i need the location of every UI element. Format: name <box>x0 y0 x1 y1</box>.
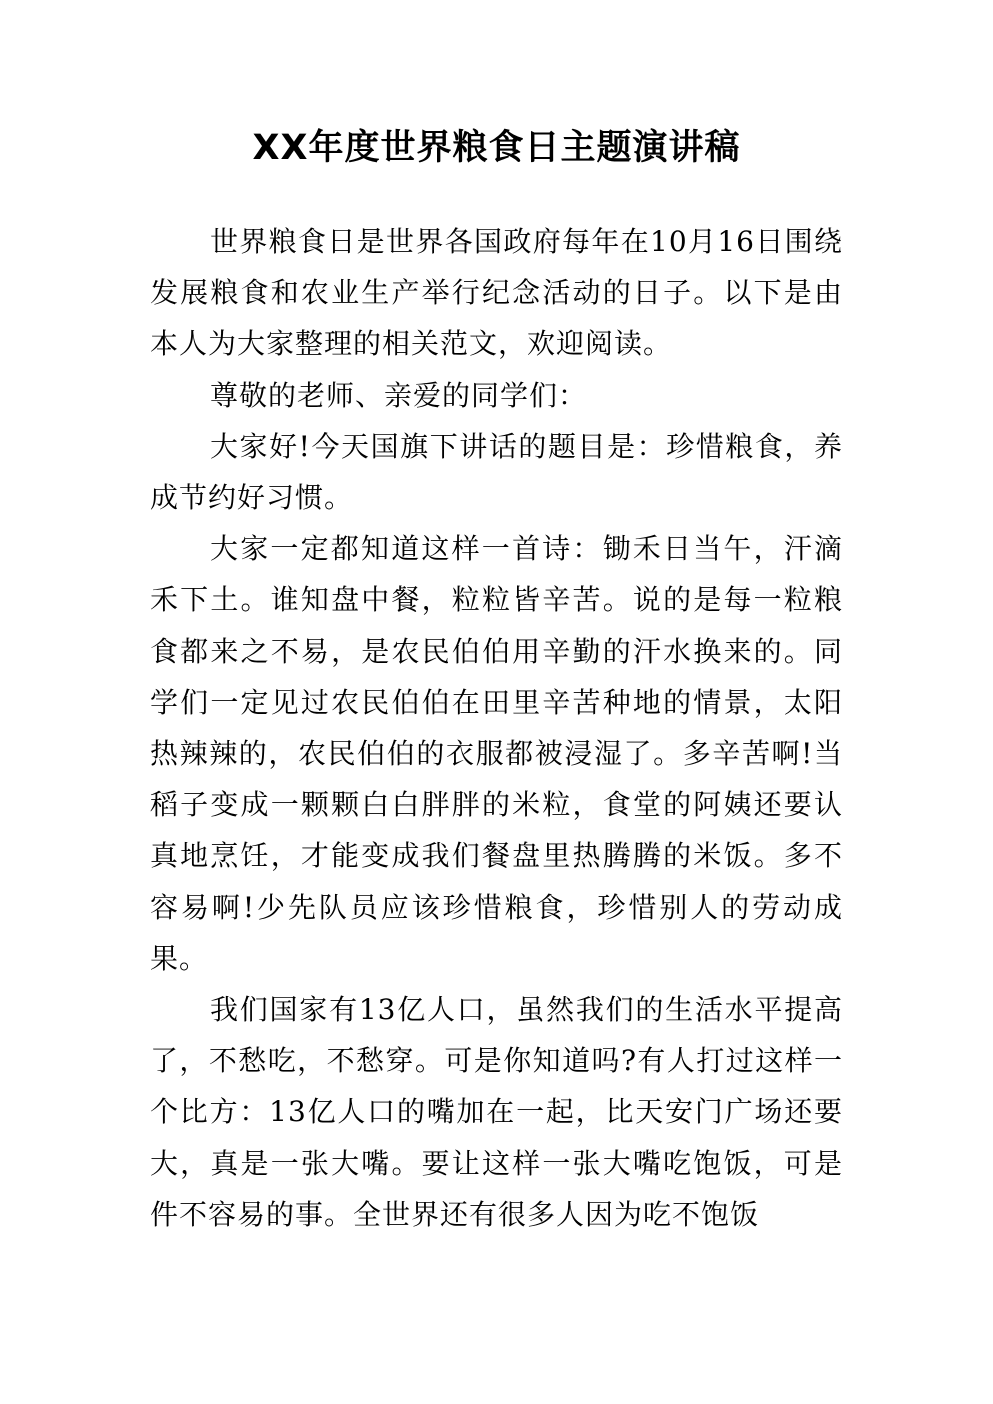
paragraph-poem: 大家一定都知道这样一首诗：锄禾日当午，汗滴禾下土。谁知盘中餐，粒粒皆辛苦。说的是每一粒粮食都来之不易，是农民伯伯用辛勤的汗水换来的。同学们一定见过农民伯伯在田里辛苦种地的情景，太阳热辣辣的，农民伯伯的衣服都被浸湿了。多辛苦啊!当稻子变成一颗颗白白胖胖的米粒，食堂的阿姨还要认真地烹饪，才能变成我们餐盘里热腾腾的米饭。多不容易啊!少先队员应该珍惜粮食，珍惜别人的劳动成果。 <box>150 532 843 975</box>
paragraph-salutation: 尊敬的老师、亲爱的同学们： <box>210 378 588 412</box>
document-title: XX年度世界粮食日主题演讲稿 <box>252 128 741 168</box>
paragraph-topic: 大家好!今天国旗下讲话的题目是：珍惜粮食，养成节约好习惯。 <box>150 429 843 515</box>
document-body <box>150 216 843 1240</box>
paragraph-population: 我们国家有13亿人口，虽然我们的生活水平提高了，不愁吃，不愁穿。可是你知道吗?有人打过这样一个比方：13亿人口的嘴加在一起，比天安门广场还要大，真是一张大嘴。要让这样一张大嘴吃饱饭，可是件不容易的事。全世界还有很多人因为吃不饱饭 <box>150 993 843 1231</box>
paragraph-intro: 世界粮食日是世界各国政府每年在10月16日围绕发展粮食和农业生产举行纪念活动的日子。以下是由本人为大家整理的相关范文，欢迎阅读。 <box>150 225 843 361</box>
